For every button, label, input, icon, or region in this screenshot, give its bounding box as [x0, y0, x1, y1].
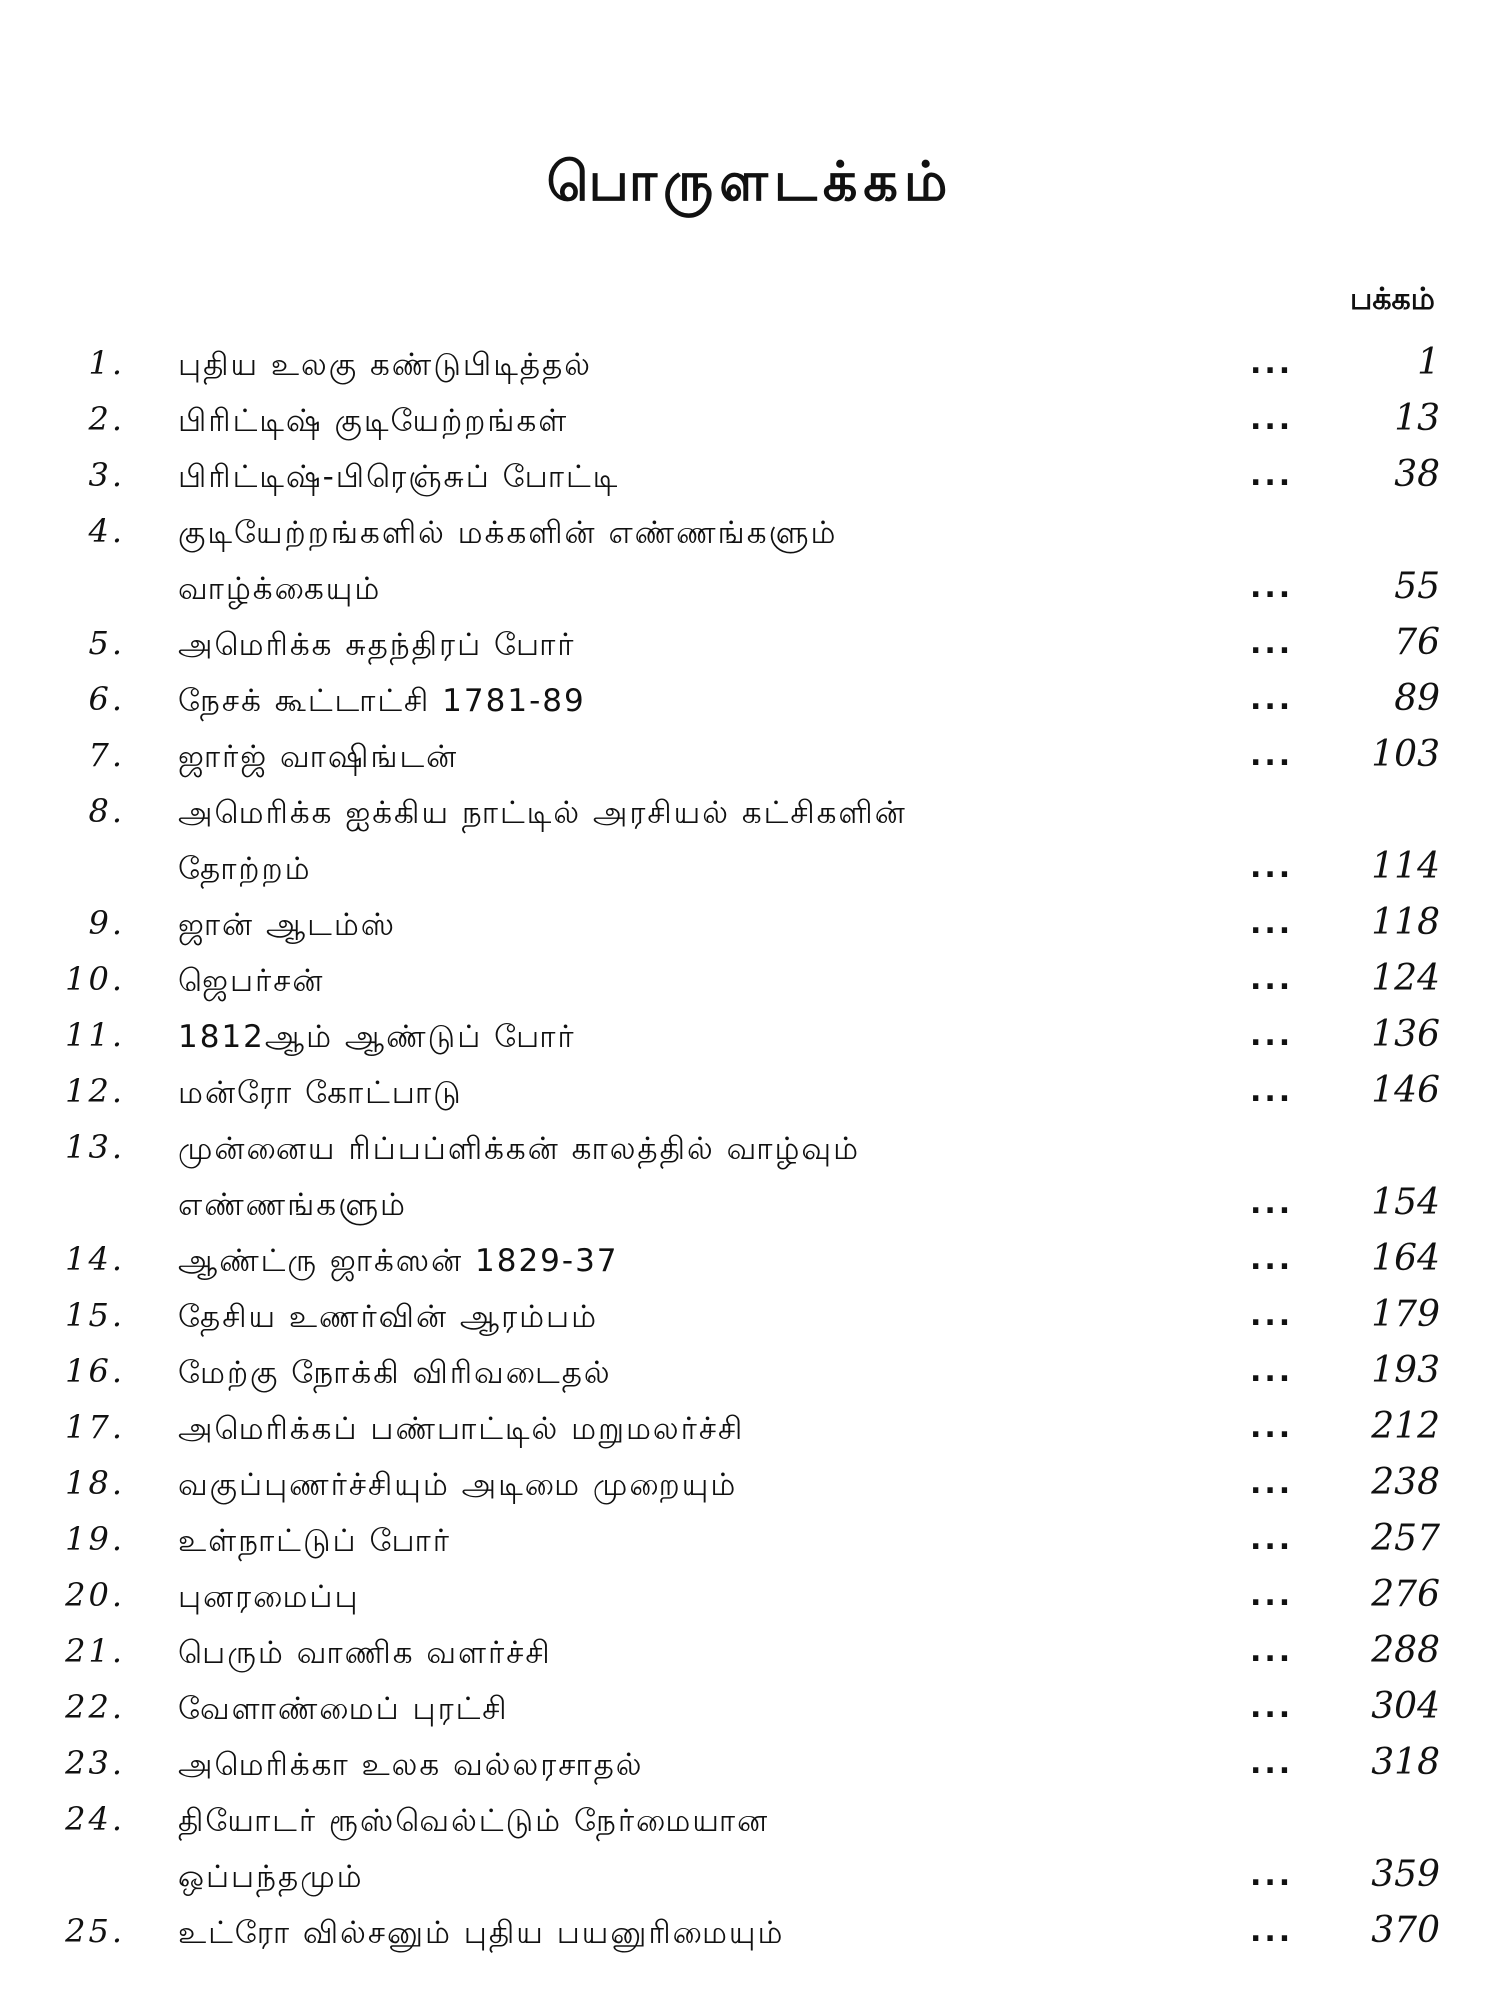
entry-title-line: புதிய உலகு கண்டுபிடித்தல்	[178, 347, 592, 383]
entry-number: 4.	[88, 512, 125, 550]
entry-number: 19.	[65, 1520, 125, 1558]
leader-dots: ...	[1250, 1018, 1294, 1053]
entry-title-line: பிரிட்டிஷ் குடியேற்றங்கள்	[178, 403, 569, 439]
page-column-header: பக்கம்	[1350, 282, 1435, 317]
entry-title-line: வேளாண்மைப் புரட்சி	[178, 1691, 509, 1727]
entry-number: 5.	[88, 624, 125, 662]
leader-dots: ...	[1250, 1522, 1294, 1557]
entry-page-number: 1	[1417, 342, 1440, 383]
toc-entry	[0, 1236, 1500, 1292]
entry-title-line: வகுப்புணர்ச்சியும் அடிமை முறையும்	[178, 1467, 738, 1503]
leader-dots: ...	[1250, 1466, 1294, 1501]
toc-entry	[0, 508, 1500, 620]
leader-dots: ...	[1250, 1354, 1294, 1389]
entry-title-line: உள்நாட்டுப் போர்	[178, 1523, 451, 1559]
entry-number: 23.	[65, 1744, 125, 1782]
toc-entry	[0, 1684, 1500, 1740]
leader-dots: ...	[1250, 738, 1294, 773]
entry-page-number: 13	[1394, 398, 1440, 439]
leader-dots: ...	[1250, 1746, 1294, 1781]
toc-entry	[0, 1068, 1500, 1124]
toc-entry	[0, 900, 1500, 956]
entry-title-line: உட்ரோ வில்சனும் புதிய பயனுரிமையும்	[178, 1915, 785, 1951]
entry-title-line: மேற்கு நோக்கி விரிவடைதல்	[178, 1355, 612, 1391]
toc-entry	[0, 1740, 1500, 1796]
entry-title-line: ஜான் ஆடம்ஸ்	[178, 907, 397, 943]
leader-dots: ...	[1250, 850, 1294, 885]
entry-title-line: ஆண்ட்ரு ஜாக்ஸன் 1829-37	[178, 1243, 619, 1279]
leader-dots: ...	[1250, 346, 1294, 381]
entry-number: 21.	[65, 1632, 125, 1670]
toc-entry	[0, 1348, 1500, 1404]
entry-title-line: பிரிட்டிஷ்-பிரெஞ்சுப் போட்டி	[178, 459, 620, 495]
leader-dots: ...	[1250, 682, 1294, 717]
toc-entry	[0, 1012, 1500, 1068]
leader-dots: ...	[1250, 1298, 1294, 1333]
entry-title-line: புனரமைப்பு	[178, 1579, 360, 1615]
entry-title-line: ஒப்பந்தமும்	[178, 1859, 364, 1895]
entry-title-line: அமெரிக்க சுதந்திரப் போர்	[178, 627, 576, 663]
entry-page-number: 136	[1371, 1014, 1440, 1055]
leader-dots: ...	[1250, 1578, 1294, 1613]
entry-page-number: 76	[1394, 622, 1440, 663]
entry-title-line: பெரும் வாணிக வளர்ச்சி	[178, 1635, 552, 1671]
entry-title-line: ஜெபர்சன்	[178, 963, 325, 999]
leader-dots: ...	[1250, 1690, 1294, 1725]
entry-title-line: அமெரிக்க ஐக்கிய நாட்டில் அரசியல் கட்சிகளின்	[178, 795, 907, 831]
leader-dots: ...	[1250, 570, 1294, 605]
entry-title-line: குடியேற்றங்களில் மக்களின் எண்ணங்களும்	[178, 515, 838, 551]
entry-page-number: 146	[1371, 1070, 1440, 1111]
entry-title-line: முன்னைய ரிப்பப்ளிக்கன் காலத்தில் வாழ்வும்	[178, 1131, 861, 1167]
entry-number: 12.	[65, 1072, 125, 1110]
entry-page-number: 124	[1371, 958, 1440, 999]
leader-dots: ...	[1250, 1186, 1294, 1221]
entry-number: 9.	[88, 904, 125, 942]
toc-entry	[0, 1628, 1500, 1684]
entry-page-number: 118	[1371, 902, 1440, 943]
toc-entry	[0, 1796, 1500, 1908]
toc-entry	[0, 1908, 1500, 1964]
entry-number: 18.	[65, 1464, 125, 1502]
leader-dots: ...	[1250, 1914, 1294, 1949]
entry-title-line: நேசக் கூட்டாட்சி 1781-89	[178, 683, 586, 719]
entry-page-number: 55	[1394, 566, 1440, 607]
toc-entry	[0, 732, 1500, 788]
entry-number: 3.	[88, 456, 125, 494]
entry-page-number: 288	[1371, 1630, 1440, 1671]
entry-title-line: தேசிய உணர்வின் ஆரம்பம்	[178, 1299, 599, 1335]
entry-page-number: 257	[1371, 1518, 1440, 1559]
entry-page-number: 304	[1371, 1686, 1440, 1727]
leader-dots: ...	[1250, 1634, 1294, 1669]
entry-title-line: அமெரிக்கா உலக வல்லரசாதல்	[178, 1747, 644, 1783]
entry-number: 22.	[65, 1688, 125, 1726]
entry-title-line: வாழ்க்கையும்	[178, 571, 382, 607]
toc-entry	[0, 1124, 1500, 1236]
entry-page-number: 89	[1394, 678, 1440, 719]
toc-entry	[0, 1460, 1500, 1516]
entry-page-number: 238	[1371, 1462, 1440, 1503]
toc-entry	[0, 340, 1500, 396]
entry-page-number: 370	[1371, 1910, 1440, 1951]
toc-entry	[0, 1516, 1500, 1572]
entry-number: 20.	[65, 1576, 125, 1614]
entry-page-number: 38	[1394, 454, 1440, 495]
entry-page-number: 359	[1371, 1854, 1440, 1895]
toc-entry	[0, 1572, 1500, 1628]
toc-entry	[0, 396, 1500, 452]
leader-dots: ...	[1250, 458, 1294, 493]
toc-entry	[0, 1292, 1500, 1348]
entry-number: 13.	[65, 1128, 125, 1166]
entry-number: 10.	[65, 960, 125, 998]
leader-dots: ...	[1250, 1410, 1294, 1445]
toc-entry	[0, 676, 1500, 732]
entry-title-line: ஜார்ஜ் வாஷிங்டன்	[178, 739, 459, 775]
toc-entry	[0, 620, 1500, 676]
entry-number: 6.	[88, 680, 125, 718]
entry-page-number: 212	[1371, 1406, 1440, 1447]
entry-title-line: 1812ஆம் ஆண்டுப் போர்	[178, 1019, 576, 1055]
entry-number: 15.	[65, 1296, 125, 1334]
entry-number: 16.	[65, 1352, 125, 1390]
toc-entry	[0, 788, 1500, 900]
leader-dots: ...	[1250, 1074, 1294, 1109]
toc-entry	[0, 1404, 1500, 1460]
entry-page-number: 179	[1371, 1294, 1440, 1335]
entry-title-line: அமெரிக்கப் பண்பாட்டில் மறுமலர்ச்சி	[178, 1411, 745, 1447]
page-title: பொருளடக்கம்	[546, 150, 954, 213]
entry-number: 17.	[65, 1408, 125, 1446]
leader-dots: ...	[1250, 1242, 1294, 1277]
leader-dots: ...	[1250, 1858, 1294, 1893]
entry-number: 24.	[65, 1800, 125, 1838]
entry-page-number: 193	[1371, 1350, 1440, 1391]
entry-page-number: 164	[1371, 1238, 1440, 1279]
entry-title-line: எண்ணங்களும்	[178, 1187, 408, 1223]
leader-dots: ...	[1250, 962, 1294, 997]
entry-title-line: தோற்றம்	[178, 851, 312, 887]
leader-dots: ...	[1250, 402, 1294, 437]
toc-entry	[0, 452, 1500, 508]
entry-number: 7.	[88, 736, 125, 774]
entry-page-number: 154	[1371, 1182, 1440, 1223]
entry-number: 14.	[65, 1240, 125, 1278]
leader-dots: ...	[1250, 906, 1294, 941]
leader-dots: ...	[1250, 626, 1294, 661]
entry-number: 2.	[88, 400, 125, 438]
entry-title-line: தியோடர் ரூஸ்வெல்ட்டும் நேர்மையான	[178, 1803, 770, 1839]
entry-number: 8.	[88, 792, 125, 830]
entry-title-line: மன்ரோ கோட்பாடு	[178, 1075, 463, 1111]
entry-page-number: 114	[1371, 846, 1440, 887]
entry-page-number: 318	[1371, 1742, 1440, 1783]
toc-entry	[0, 956, 1500, 1012]
toc-list	[0, 340, 1500, 1964]
entry-number: 25.	[65, 1912, 125, 1950]
entry-number: 11.	[65, 1016, 125, 1054]
entry-page-number: 276	[1371, 1574, 1440, 1615]
entry-page-number: 103	[1371, 734, 1440, 775]
entry-number: 1.	[88, 344, 125, 382]
